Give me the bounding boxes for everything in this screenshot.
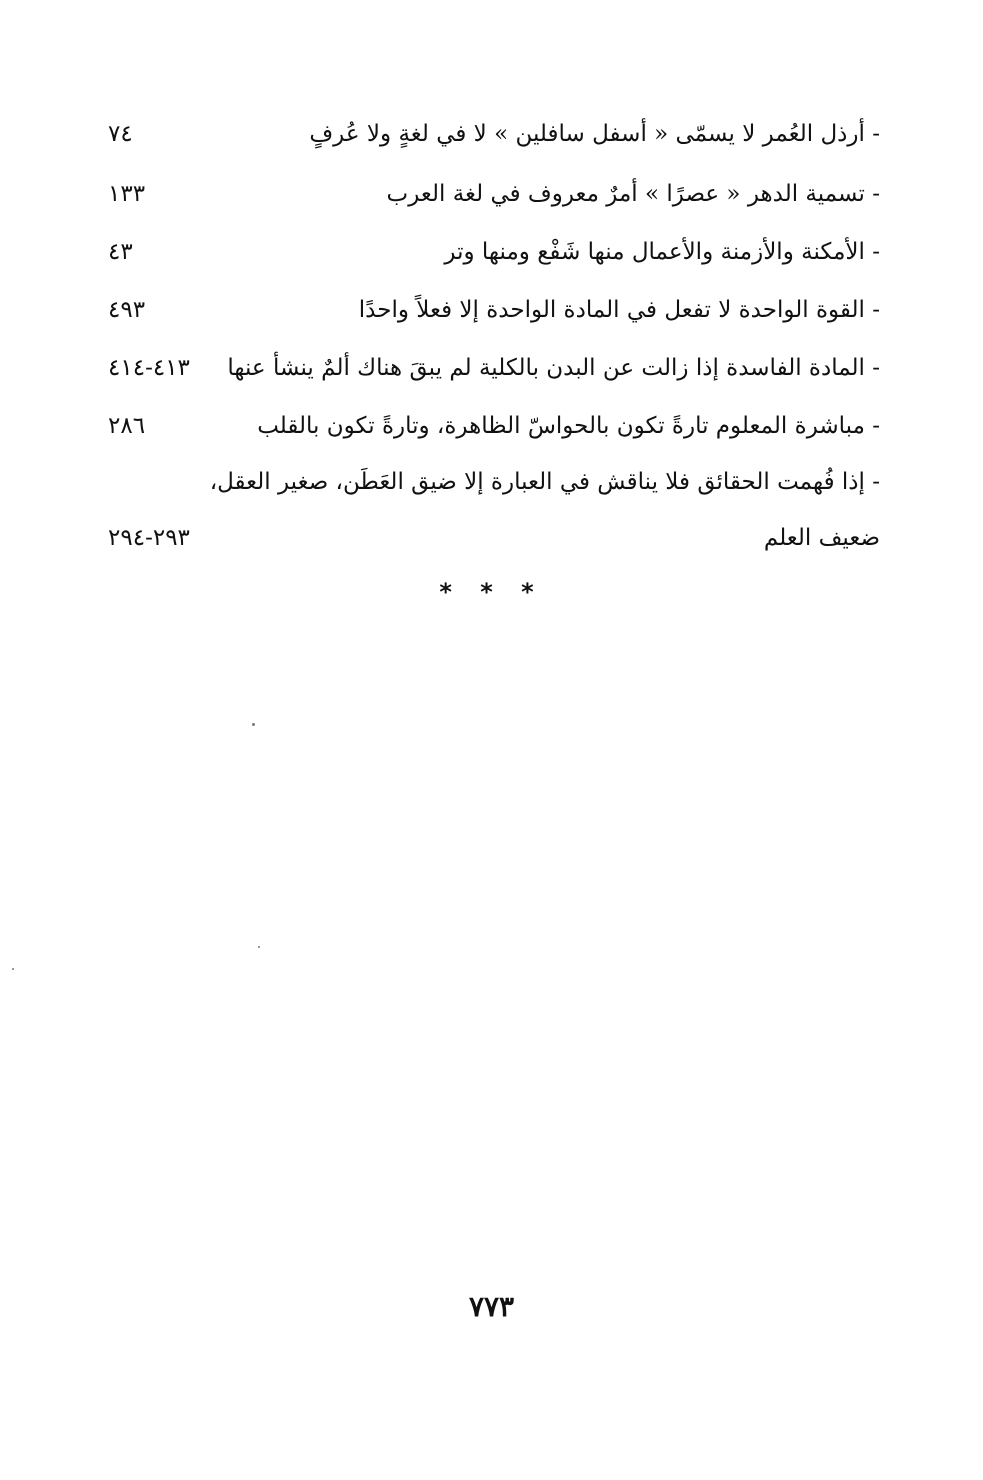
entry-page-ref: ١٣٣ (108, 181, 146, 207)
entry-page-ref: ٤٩٣ (108, 297, 146, 323)
scan-speck (252, 723, 255, 726)
index-entry (100, 406, 880, 446)
index-entry (100, 174, 880, 214)
index-entry (100, 232, 880, 272)
entry-page-ref: ٢٨٦ (108, 413, 146, 439)
page-number: ٧٧٣ (468, 1290, 515, 1323)
entry-page-ref: ٢٩٣-٢٩٤ (108, 525, 190, 551)
section-separator: * * * (439, 578, 544, 606)
entry-page-ref: ٤٣ (108, 239, 133, 265)
entry-text: - إذا فُهمت الحقائق فلا يناقش في العبارة إلا ضيق العَطَن، صغير العقل، (209, 469, 880, 495)
index-entry (100, 348, 880, 388)
entry-text: ضعيف العلم (763, 525, 880, 551)
index-entry (100, 114, 880, 154)
index-entry-continuation (100, 518, 880, 558)
entry-page-ref: ٧٤ (108, 121, 133, 147)
index-entry (100, 290, 880, 330)
scan-speck (12, 968, 14, 970)
scan-speck (258, 946, 260, 948)
entry-text: - الأمكنة والأزمنة والأعمال منها شَفْع ومنها وتر (444, 239, 880, 265)
entry-text: - تسمية الدهر « عصرًا » أمرٌ معروف في لغة العرب (386, 181, 880, 207)
index-entry (100, 462, 880, 502)
entry-text: - أرذل العُمر لا يسمّى « أسفل سافلين » لا في لغةٍ ولا عُرفٍ (309, 121, 880, 147)
entry-text: - القوة الواحدة لا تفعل في المادة الواحدة إلا فعلاً واحدًا (358, 297, 880, 323)
entry-text: - المادة الفاسدة إذا زالت عن البدن بالكلية لم يبقَ هناك ألمٌ ينشأ عنها (227, 355, 880, 381)
entry-text: - مباشرة المعلوم تارةً تكون بالحواسّ الظاهرة، وتارةً تكون بالقلب (257, 413, 880, 439)
entry-page-ref: ٤١٣-٤١٤ (108, 355, 190, 381)
